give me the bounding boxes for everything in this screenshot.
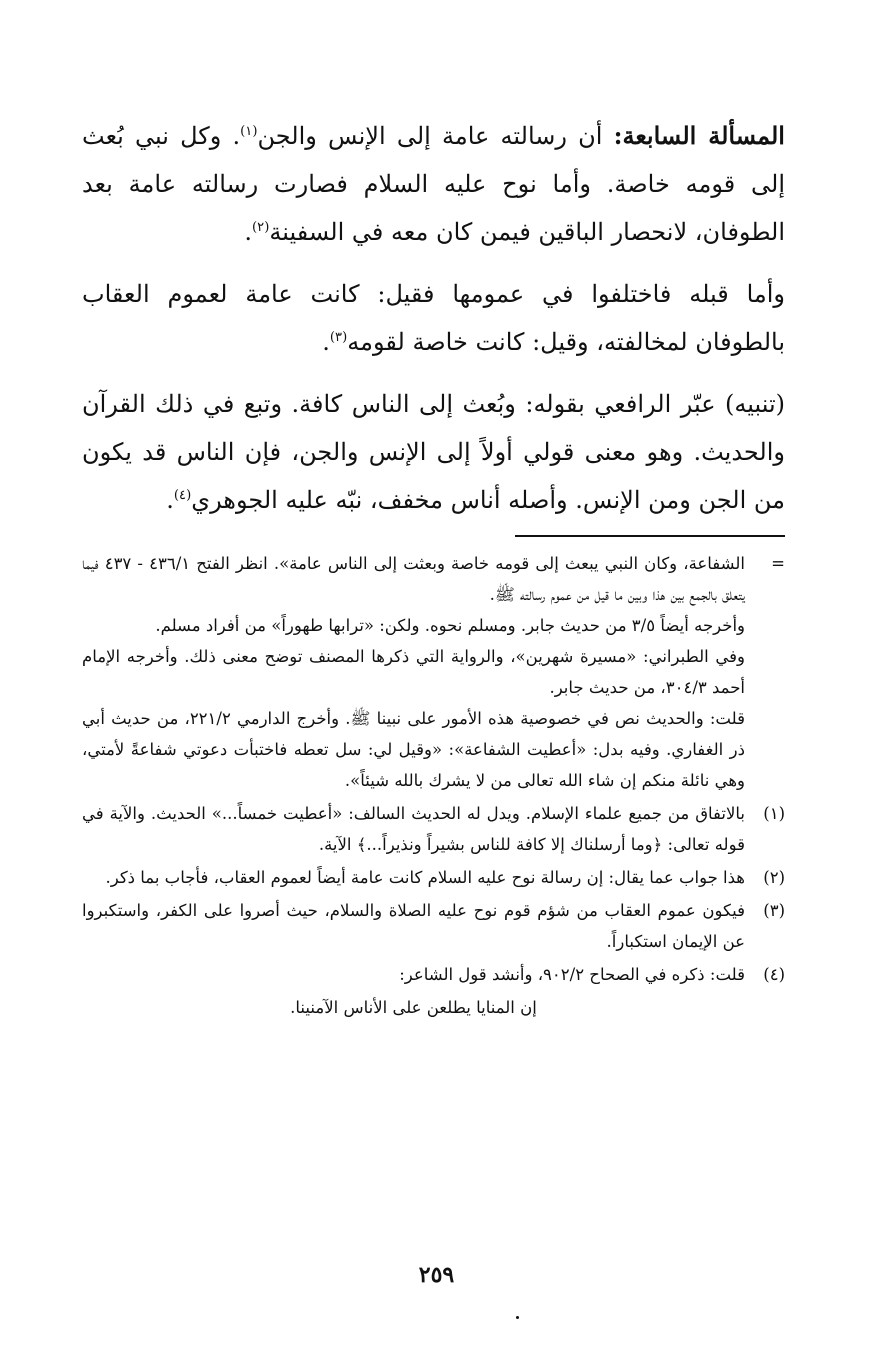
footnote-number: (١) [763,804,785,823]
footnote-text: فيكون عموم العقاب من شؤم قوم نوح عليه الصلاة والسلام، حيث أصروا على الكفر، واستكبروا عن الإيمان استكباراً. [82,901,745,951]
footnote-ref-1: (١) [240,124,258,139]
print-speck [516,1316,519,1319]
poetry-verse: إن المنايا يطلعن على الأناس الآمنينا. [290,998,537,1017]
para2-end: . [322,328,330,356]
paragraph-1 [82,112,785,256]
para3-end: . [166,486,174,514]
para1-end: . [244,218,252,246]
para3-text: (تنبيه) عبّر الرافعي بقوله: وبُعث إلى الناس كافة. وتبع في ذلك القرآن والحديث. وهو معنى قولي أولاً إلى الإنس والجن، فإن الناس قد يكون من الجن ومن الإنس. وأصله أناس مخفف، نبّه عليه الجوهري [82,390,785,514]
main-text [82,112,785,538]
footnote-text: بالاتفاق من جميع علماء الإسلام. ويدل له الحديث السالف: «أعطيت خمساً...» الحديث. والآية في قوله تعالى: ﴿وما أرسلناك إلا كافة للناس بشيراً ونذيراً...﴾ الآية. [82,804,745,854]
footnote-2 [82,862,785,893]
footnote-number: (٣) [763,901,785,920]
page-number: ٢٥٩ [418,1262,455,1288]
footnotes [82,548,785,1023]
footnote-ref-2: (٢) [251,220,270,235]
footnote-text: قلت: ذكره في الصحاح ٩٠٢/٢، وأنشد قول الشاعر: [399,965,745,984]
footnote-ref-3: (٣) [329,330,348,345]
para2-text: وأما قبله فاختلفوا في عمومها فقيل: كانت عامة لعموم العقاب بالطوفان لمخالفته، وقيل: كانت خاصة لقومه [82,280,785,356]
footnote-line: قلت: والحديث نص في خصوصية هذه الأمور على نبينا ﷺ. وأخرج الدارمي ٢٢١/٢، من حديث أبي ذر الغفاري. وفيه بدل: «أعطيت الشفاعة»: «وقيل لي: سل تعطه فاختبأت دعوتي شفاعةً لأمتي، وهي نائلة منكم إن شاء الله تعالى من لا يشرك بالله شيئاً». [82,709,745,790]
footnote-line: وفي الطبراني: «مسيرة شهرين»، والرواية التي ذكرها المصنف توضح معنى ذلك. وأخرجه الإمام أحمد ٣٠٤/٣، من حديث جابر. [82,647,745,697]
footnote-continuation [82,548,785,796]
footnote-number: (٤) [763,965,785,984]
footnote-ref-4: (٤) [173,488,192,503]
paragraph-3 [82,380,785,524]
continuation-mark: = [771,554,785,573]
para1-text1: أن رسالته عامة إلى الإنس والجن [257,122,614,150]
footnote-line: وأخرجه أيضاً ٣/٥ من حديث جابر. ومسلم نحوه. ولكن: «ترابها طهوراً» من أفراد مسلم. [155,616,745,635]
para1-text2: . وكل نبي بُعث إلى قومه خاصة. وأما نوح عليه السلام فصارت رسالته عامة بعد الطوفان، لانحصار الباقين فيمن كان معه في السفينة [82,122,785,246]
footnote-4 [82,959,785,990]
footnote-separator [515,535,785,537]
section-heading: المسألة السابعة: [613,121,785,150]
footnote-number: (٢) [763,868,785,887]
paragraph-2 [82,270,785,366]
footnote-1 [82,798,785,860]
footnote-text: هذا جواب عما يقال: إن رسالة نوح عليه السلام كانت عامة أيضاً لعموم العقاب، فأجاب بما ذكر. [105,868,745,887]
footnote-3 [82,895,785,957]
footnote-line: الشفاعة، وكان النبي يبعث إلى قومه خاصة وبعثت إلى الناس عامة». انظر الفتح ٤٣٦/١ - ٤٣٧ فيما يتعلق بالجمع بين هذا وبين ما قيل من عموم رسالته ﷺ. [82,554,745,604]
